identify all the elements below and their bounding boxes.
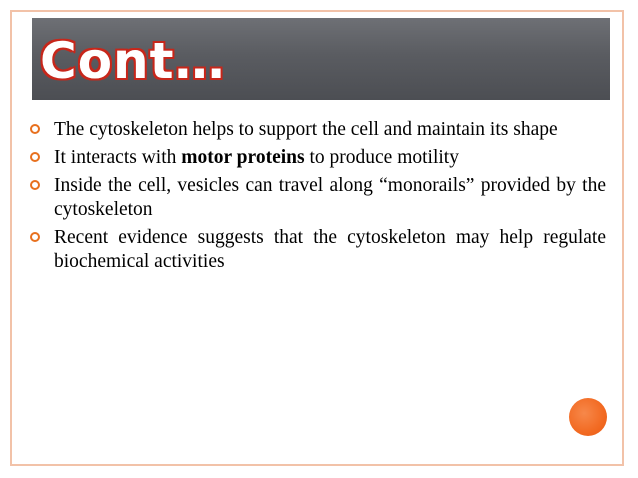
bullet-text: to produce motility: [304, 147, 459, 168]
circle-bullet-icon: [30, 124, 40, 134]
bullet-item: [30, 146, 606, 170]
circle-bullet-icon: [30, 152, 40, 162]
orange-circle-icon: [569, 398, 607, 436]
bullet-text: The cytoskeleton helps to support the cell and maintain its shape: [54, 119, 558, 140]
bullet-bold-term: motor proteins: [181, 147, 305, 168]
bullet-item: [30, 118, 606, 142]
circle-bullet-icon: [30, 232, 40, 242]
bullet-item: [30, 226, 606, 274]
bullet-text: Inside the cell, vesicles can travel along “monorails” provided by the cytoskeleton: [54, 175, 606, 220]
circle-bullet-icon: [30, 180, 40, 190]
bullet-text: It interacts with: [54, 147, 182, 168]
bullet-text: Recent evidence suggests that the cytoskeleton may help regulate biochemical activities: [54, 227, 606, 272]
slide-title: Cont…: [40, 32, 226, 90]
bullet-item: [30, 174, 606, 222]
bullet-list: [30, 118, 606, 278]
